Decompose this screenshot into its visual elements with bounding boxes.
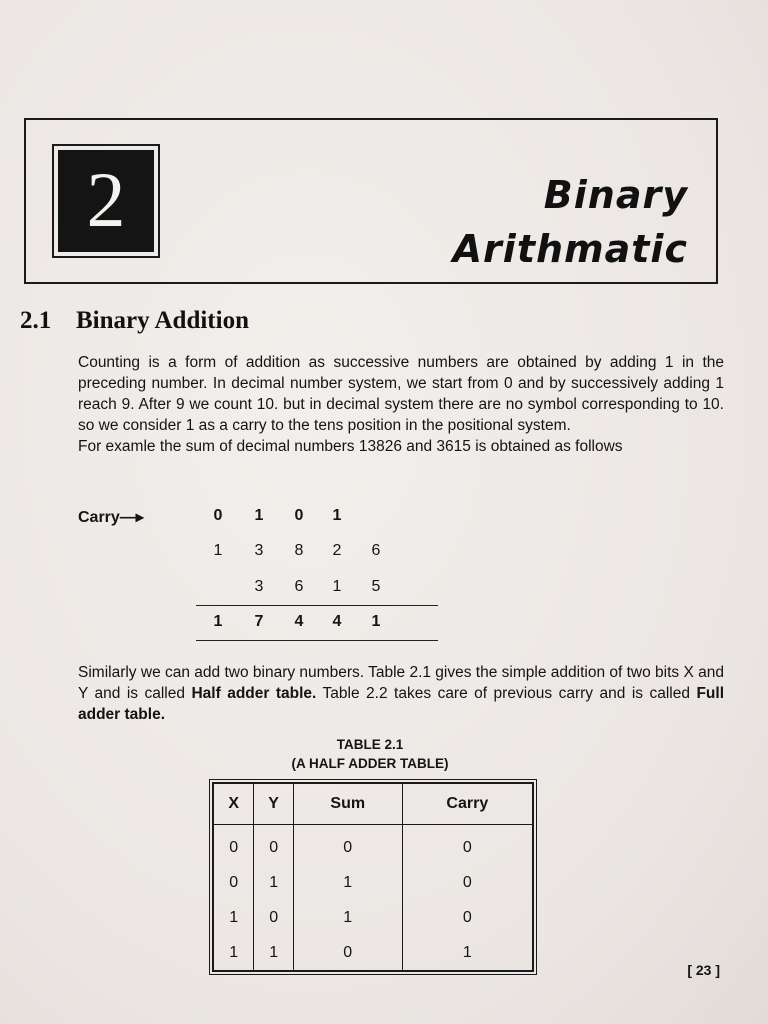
chapter-title xyxy=(453,168,688,276)
table-cell: 1 xyxy=(213,935,254,971)
table-cell: 1 xyxy=(402,935,533,971)
table-cell: 0 xyxy=(402,900,533,935)
table-cell: 0 xyxy=(402,865,533,900)
intro-paragraph xyxy=(78,352,724,457)
table-caption-line1: TABLE 2.1 xyxy=(336,737,404,752)
chapter-header xyxy=(24,118,718,284)
addend2-digit: 1 xyxy=(332,578,342,595)
paragraph-text: Similarly we can add two binary numbers. Table 2.1 gives the simple addition of two bits X and Y and is called xyxy=(78,664,724,702)
intro-text: Counting is a form of addition as successive numbers are obtained by adding 1 in the preceding number. In decimal number system, we start from 0 and by successively adding 1 reach 9. After 9 we count 10. but in decimal system there are no symbol corresponding to 10. so we consider 1 as a carry to the tens position in the positional system. xyxy=(78,354,724,434)
table-cell: 0 xyxy=(293,825,402,866)
sum-digit: 4 xyxy=(294,613,304,630)
table-row xyxy=(213,825,533,866)
chapter-title-line1: Binary xyxy=(543,173,688,217)
addend1-digit: 1 xyxy=(213,542,223,559)
sum-bottom-rule xyxy=(196,640,438,641)
half-adder-paragraph xyxy=(78,662,724,725)
table-cell: 1 xyxy=(213,900,254,935)
table-caption-line2: (A HALF ADDER TABLE) xyxy=(291,756,449,771)
addend1-digit: 6 xyxy=(371,542,381,559)
addend1-digit: 3 xyxy=(254,542,264,559)
table-cell: 1 xyxy=(293,865,402,900)
paragraph-text: Table 2.2 takes care of previous carry and is called xyxy=(316,685,697,702)
table-cell: 1 xyxy=(254,865,293,900)
full-adder-term: Full adder table. xyxy=(78,685,725,723)
section-title: Binary Addition xyxy=(76,307,249,334)
table-row xyxy=(213,935,533,971)
table-cell: 0 xyxy=(402,825,533,866)
table-cell: 1 xyxy=(254,935,293,971)
carry-digit: 1 xyxy=(332,507,342,524)
table-header-cell: X xyxy=(213,783,254,825)
table-cell: 0 xyxy=(254,900,293,935)
table-header-row xyxy=(213,783,533,825)
sum-top-rule xyxy=(196,605,438,606)
table-header-cell: Y xyxy=(254,783,293,825)
table-cell: 0 xyxy=(254,825,293,866)
addend2-digit: 5 xyxy=(371,578,381,595)
table-row xyxy=(213,900,533,935)
carry-label: Carry—▸ xyxy=(78,509,144,526)
carry-digit: 1 xyxy=(254,507,264,524)
addend1-digit: 2 xyxy=(332,542,342,559)
table-row xyxy=(213,865,533,900)
page-number: [ 23 ] xyxy=(687,962,720,978)
table-cell: 1 xyxy=(293,900,402,935)
sum-digit: 1 xyxy=(213,613,223,630)
table-cell: 0 xyxy=(213,865,254,900)
carry-digit: 0 xyxy=(213,507,223,524)
sum-digit: 4 xyxy=(332,613,342,630)
carry-digit: 0 xyxy=(294,507,304,524)
sum-digit: 1 xyxy=(371,613,381,630)
half-adder-text xyxy=(78,662,724,725)
table-cell: 0 xyxy=(213,825,254,866)
half-adder-table xyxy=(212,782,534,972)
table-header-cell: Carry xyxy=(402,783,533,825)
addend2-digit: 3 xyxy=(254,578,264,595)
table-cell: 0 xyxy=(293,935,402,971)
half-adder-term: Half adder table. xyxy=(191,685,317,702)
addend1-digit: 8 xyxy=(294,542,304,559)
section-heading xyxy=(20,307,249,335)
chapter-number-frame xyxy=(52,144,160,258)
table-header-cell: Sum xyxy=(293,783,402,825)
example-text: For examle the sum of decimal numbers 13826 and 3615 is obtained as follows xyxy=(78,438,623,455)
chapter-title-line2: Arithmatic xyxy=(452,227,688,271)
chapter-number: 2 xyxy=(58,150,154,252)
sum-digit: 7 xyxy=(254,613,264,630)
section-number: 2.1 xyxy=(20,307,52,334)
addend2-digit: 6 xyxy=(294,578,304,595)
